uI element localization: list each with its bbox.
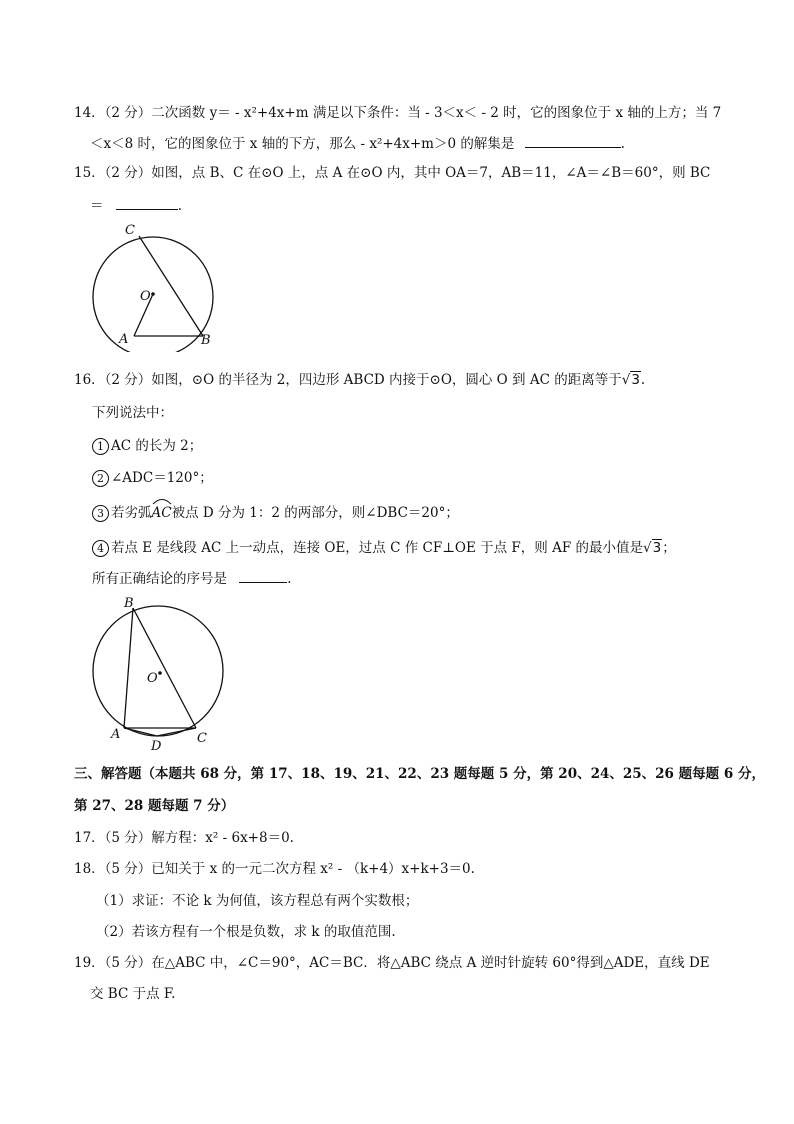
section-3-heading: 三、解答题（本题共 68 分，第 17、18、19、21、22、23 题每题 5 分，第 20、24、25、26 题每题 6 分， — [74, 766, 765, 782]
sqrt-radicand: 3 — [631, 372, 640, 388]
q16-option-4-text-b: ； — [662, 540, 676, 556]
q16-line1-end: . — [640, 372, 646, 388]
circled-number-4: 4 — [92, 540, 109, 557]
q16-option-3 — [92, 503, 459, 523]
q16-answer-line — [92, 568, 292, 589]
q16-label-b: B — [124, 596, 134, 611]
q16-option-2 — [92, 468, 213, 488]
q16-intro: 下列说法中： — [92, 405, 173, 421]
q18-part2: （2）若该方程有一个根是负数，求 k 的取值范围. — [96, 924, 396, 940]
q16-circle — [93, 606, 223, 736]
section-3-heading-cont: 第 27、28 题每题 7 分） — [74, 798, 235, 814]
q19-line2: 交 BC 于点 F. — [90, 986, 176, 1002]
q16-segment-ad — [124, 728, 157, 736]
q15-line2-eq: ＝ — [90, 198, 104, 214]
q16-option-3-text-a: 若劣弧 — [111, 505, 152, 521]
q15-figure — [88, 222, 228, 352]
q15-label-a: A — [119, 332, 129, 347]
circled-number-2: 2 — [92, 470, 109, 487]
q16-segment-ba — [124, 608, 133, 728]
q15-line2-end: . — [177, 198, 183, 214]
q16-label-d: D — [151, 739, 162, 753]
q14-line2 — [90, 133, 625, 154]
arc-notation — [152, 503, 172, 523]
sqrt-radicand-2: 3 — [652, 540, 662, 556]
q15-label-o: O — [140, 289, 151, 304]
q16-line1 — [74, 370, 645, 390]
answer-blank-q14[interactable] — [525, 133, 621, 148]
circled-number-3: 3 — [92, 505, 109, 522]
q16-label-c: C — [197, 731, 207, 746]
q16-line1-text: 16．（2 分）如图，⊙O 的半径为 2，四边形 ABCD 内接于⊙O，圆心 O 到 AC 的距离等于 — [74, 372, 622, 388]
q18-part1: （1）求证：不论 k 为何值，该方程总有两个实数根； — [96, 893, 419, 909]
q16-answer-text: 所有正确结论的序号是 — [92, 571, 227, 587]
circled-number-1: 1 — [92, 438, 109, 455]
q16-option-1 — [92, 436, 202, 456]
q18-text: 18．（5 分）已知关于 x 的一元二次方程 x² - （k+4）x+k+3＝0. — [74, 861, 475, 877]
sqrt-expression: √3 — [621, 372, 640, 388]
q16-option-4-text-a: 若点 E 是线段 AC 上一动点，连接 OE，过点 C 作 CF⊥OE 于点 F，则 AF 的最小值是 — [111, 540, 643, 556]
arc-label: AC — [151, 505, 172, 521]
q15-label-b: B — [201, 333, 211, 348]
q15-line1: 15．（2 分）如图，点 B、C 在⊙O 上，点 A 在⊙O 内，其中 OA＝7，AB＝11，∠A＝∠B＝60°，则 BC — [74, 165, 711, 181]
answer-blank-q15[interactable] — [116, 195, 178, 210]
q16-segment-dc — [157, 728, 196, 736]
q16-segment-bc — [133, 608, 196, 728]
q16-answer-end: . — [287, 571, 292, 587]
q15-label-c: C — [125, 223, 135, 238]
q16-option-3-text-b: 被点 D 分为 1：2 的两部分，则∠DBC＝20°； — [171, 505, 459, 521]
q16-center-dot — [158, 671, 162, 675]
q16-figure — [88, 593, 230, 753]
q15-center-dot — [151, 292, 155, 296]
q19-line1: 19．（5 分）在△ABC 中，∠C＝90°，AC＝BC．将△ABC 绕点 A 逆时针旋转 60°得到△ADE，直线 DE — [74, 955, 710, 971]
arc-symbol-icon — [152, 497, 172, 505]
q14-line1: 14．（2 分）二次函数 y＝ - x²+4x+m 满足以下条件：当 - 3＜x＜ - 2 时，它的图象位于 x 轴的上方；当 7 — [74, 105, 722, 121]
sqrt-expression-2: √3 — [642, 540, 662, 556]
q16-label-o: O — [147, 671, 158, 686]
q17-text: 17．（5 分）解方程：x² - 6x+8＝0. — [74, 830, 294, 846]
q16-option-2-text: ∠ADC＝120°； — [111, 470, 213, 486]
q16-option-1-text: AC 的长为 2； — [111, 438, 203, 454]
q15-segment-cb — [139, 236, 203, 336]
q14-line2-end: . — [620, 136, 625, 152]
q14-line2-text: ＜x＜8 时，它的图象位于 x 轴的下方，那么 - x²+4x+m＞0 的解集是 — [90, 136, 515, 152]
q15-line2 — [90, 195, 182, 216]
q16-label-a: A — [111, 727, 121, 742]
answer-blank-q16[interactable] — [239, 568, 287, 583]
q16-option-4 — [92, 538, 676, 558]
